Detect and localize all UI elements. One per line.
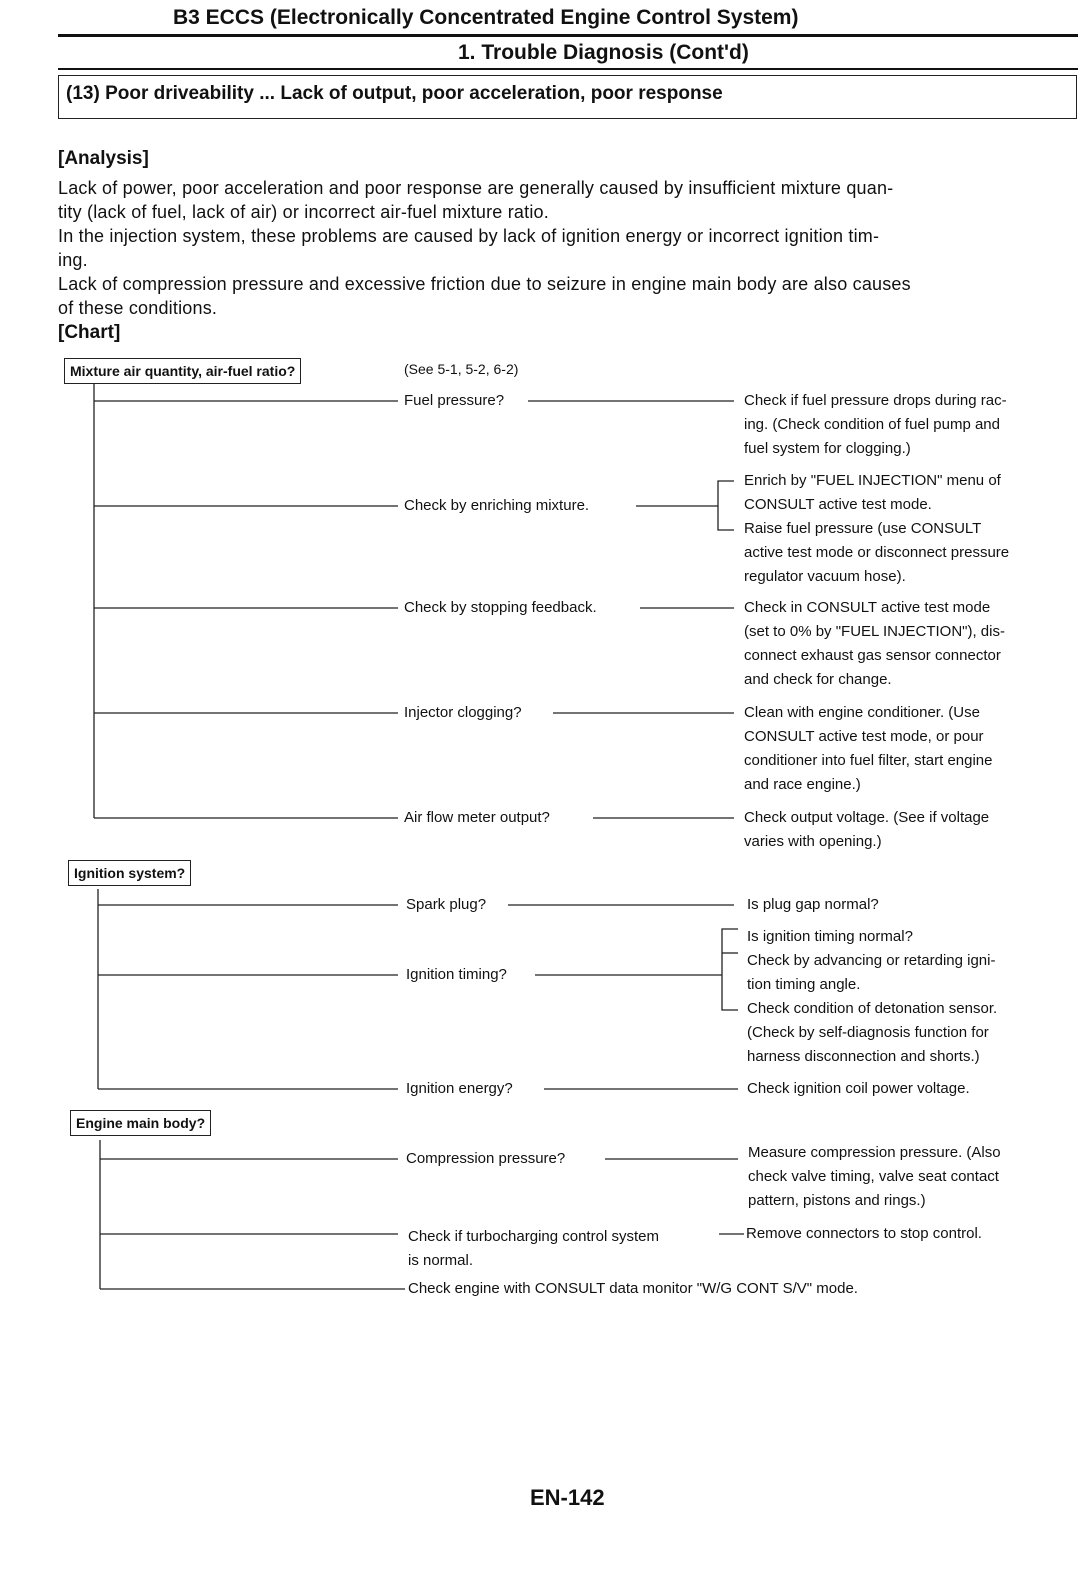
group-ref: (See 5-1, 5-2, 6-2) (404, 361, 519, 377)
check-label: Fuel pressure? (404, 392, 505, 409)
page-number: EN-142 (530, 1485, 605, 1510)
analysis-heading: [Analysis] (58, 148, 149, 169)
check-label: Compression pressure? (406, 1150, 566, 1167)
page-subtitle: 1. Trouble Diagnosis (Cont'd) (458, 41, 749, 64)
action-text: Remove connectors to stop control. (746, 1225, 982, 1242)
action-text: Measure compression pressure. (Also check valve timing, valve seat contact pattern, pistons and rings.) (748, 1144, 1001, 1209)
page-title: B3 ECCS (Electronically Concentrated Engine Control System) (173, 6, 799, 29)
action-text: Enrich by "FUEL INJECTION" menu of CONSULT active test mode. Raise fuel pressure (use CONSULT active test mode or disconnect pressure regulator vacuum hose). (744, 472, 1010, 585)
symptom-title: (13) Poor driveability ... Lack of output, poor acceleration, poor response (66, 83, 723, 104)
action-text: Check in CONSULT active test mode (set to 0% by "FUEL INJECTION"), dis- connect exhaust gas sensor connector and check for change. (744, 599, 1005, 688)
check-label: Check by stopping feedback. (404, 599, 597, 616)
check-label: Check engine with CONSULT data monitor "W/G CONT S/V" mode. (408, 1280, 858, 1297)
action-text: Check output voltage. (See if voltage varies with opening.) (744, 809, 990, 850)
check-label: Air flow meter output? (404, 809, 550, 826)
action-text: Clean with engine conditioner. (Use CONSULT active test mode, or pour conditioner into fuel filter, start engine and race engine.) (744, 704, 993, 793)
action-text: Is ignition timing normal? Check by advancing or retarding igni- tion timing angle. Check condition of detonation sensor. (Check by self-diagnosis function for harness disconnection and shorts.) (747, 928, 998, 1065)
analysis-text: Lack of power, poor acceleration and poor response are generally caused by insufficient mixture quan- tity (lack of fuel, lack of air) or incorrect air-fuel mixture ratio. In the injection system, these problems are caused by lack of ignition energy or incorrect ignition tim- ing. Lack of compression pressure and excessive friction due to seizure in engine main body are also causes of these conditions. (58, 178, 911, 318)
check-label: Injector clogging? (404, 704, 522, 721)
action-text: Check ignition coil power voltage. (747, 1080, 970, 1097)
chart-heading: [Chart] (58, 322, 121, 343)
group-box-ignition: Ignition system? (68, 860, 191, 886)
check-label: Ignition timing? (406, 966, 507, 983)
check-label: Ignition energy? (406, 1080, 513, 1097)
action-text: Check if fuel pressure drops during rac- ing. (Check condition of fuel pump and fuel system for clogging.) (744, 392, 1007, 457)
group-box-engine: Engine main body? (70, 1110, 211, 1136)
group-box-mixture: Mixture air quantity, air-fuel ratio? (64, 358, 301, 384)
check-label: Check if turbocharging control system is normal. (408, 1228, 659, 1269)
action-text: Is plug gap normal? (747, 896, 879, 913)
check-label: Check by enriching mixture. (404, 497, 590, 514)
check-label: Spark plug? (406, 896, 487, 913)
